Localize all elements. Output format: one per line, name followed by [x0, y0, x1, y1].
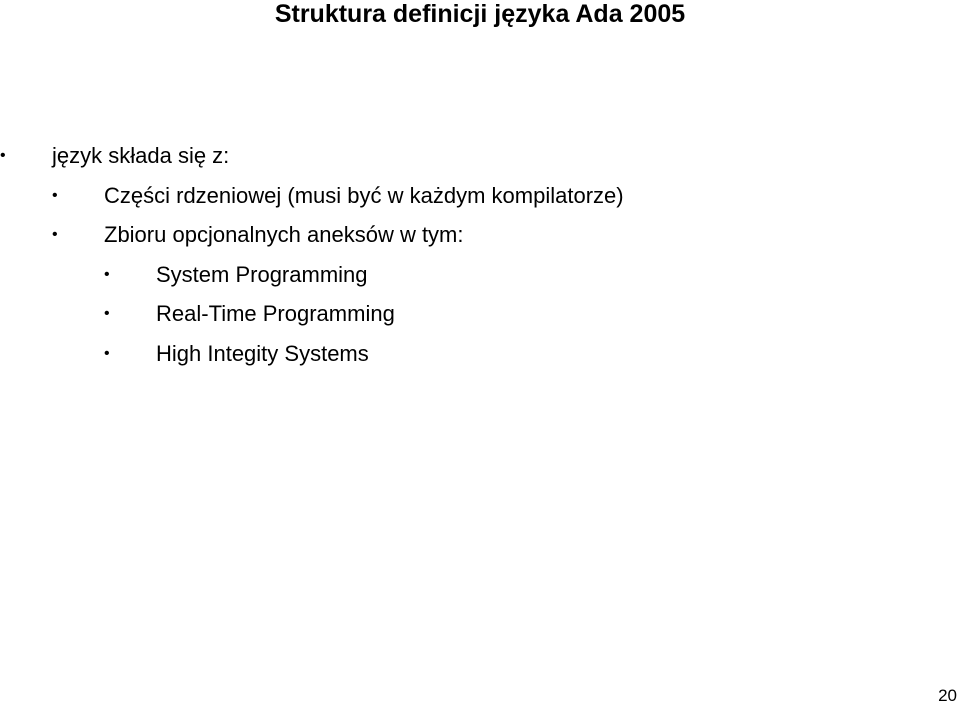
bullet-item — [0, 136, 960, 176]
bullet-icon: • — [52, 186, 58, 204]
bullet-text: Części rdzeniowej (musi być w każdym kompilatorze) — [104, 182, 624, 208]
bullet-icon: • — [104, 344, 110, 362]
bullet-icon: • — [104, 305, 110, 322]
bullet-item — [0, 294, 960, 334]
page-number: 20 — [938, 686, 957, 705]
bullet-icon: • — [0, 147, 6, 164]
bullet-icon: • — [52, 226, 58, 243]
bullet-item — [0, 255, 960, 295]
bullet-text: Zbioru opcjonalnych aneksów w tym: — [104, 222, 464, 247]
bullet-text: Real-Time Programming — [156, 301, 395, 326]
slide-title: Struktura definicji języka Ada 2005 — [274, 0, 686, 28]
bullet-item — [0, 176, 960, 216]
bullet-text: System Programming — [156, 261, 368, 287]
bullet-icon: • — [104, 265, 110, 283]
bullet-item — [0, 215, 960, 255]
bullet-text: język składa się z: — [52, 143, 230, 168]
bullet-item — [0, 334, 960, 374]
bullet-text: High Integity Systems — [156, 340, 369, 366]
bullet-list — [0, 136, 960, 373]
